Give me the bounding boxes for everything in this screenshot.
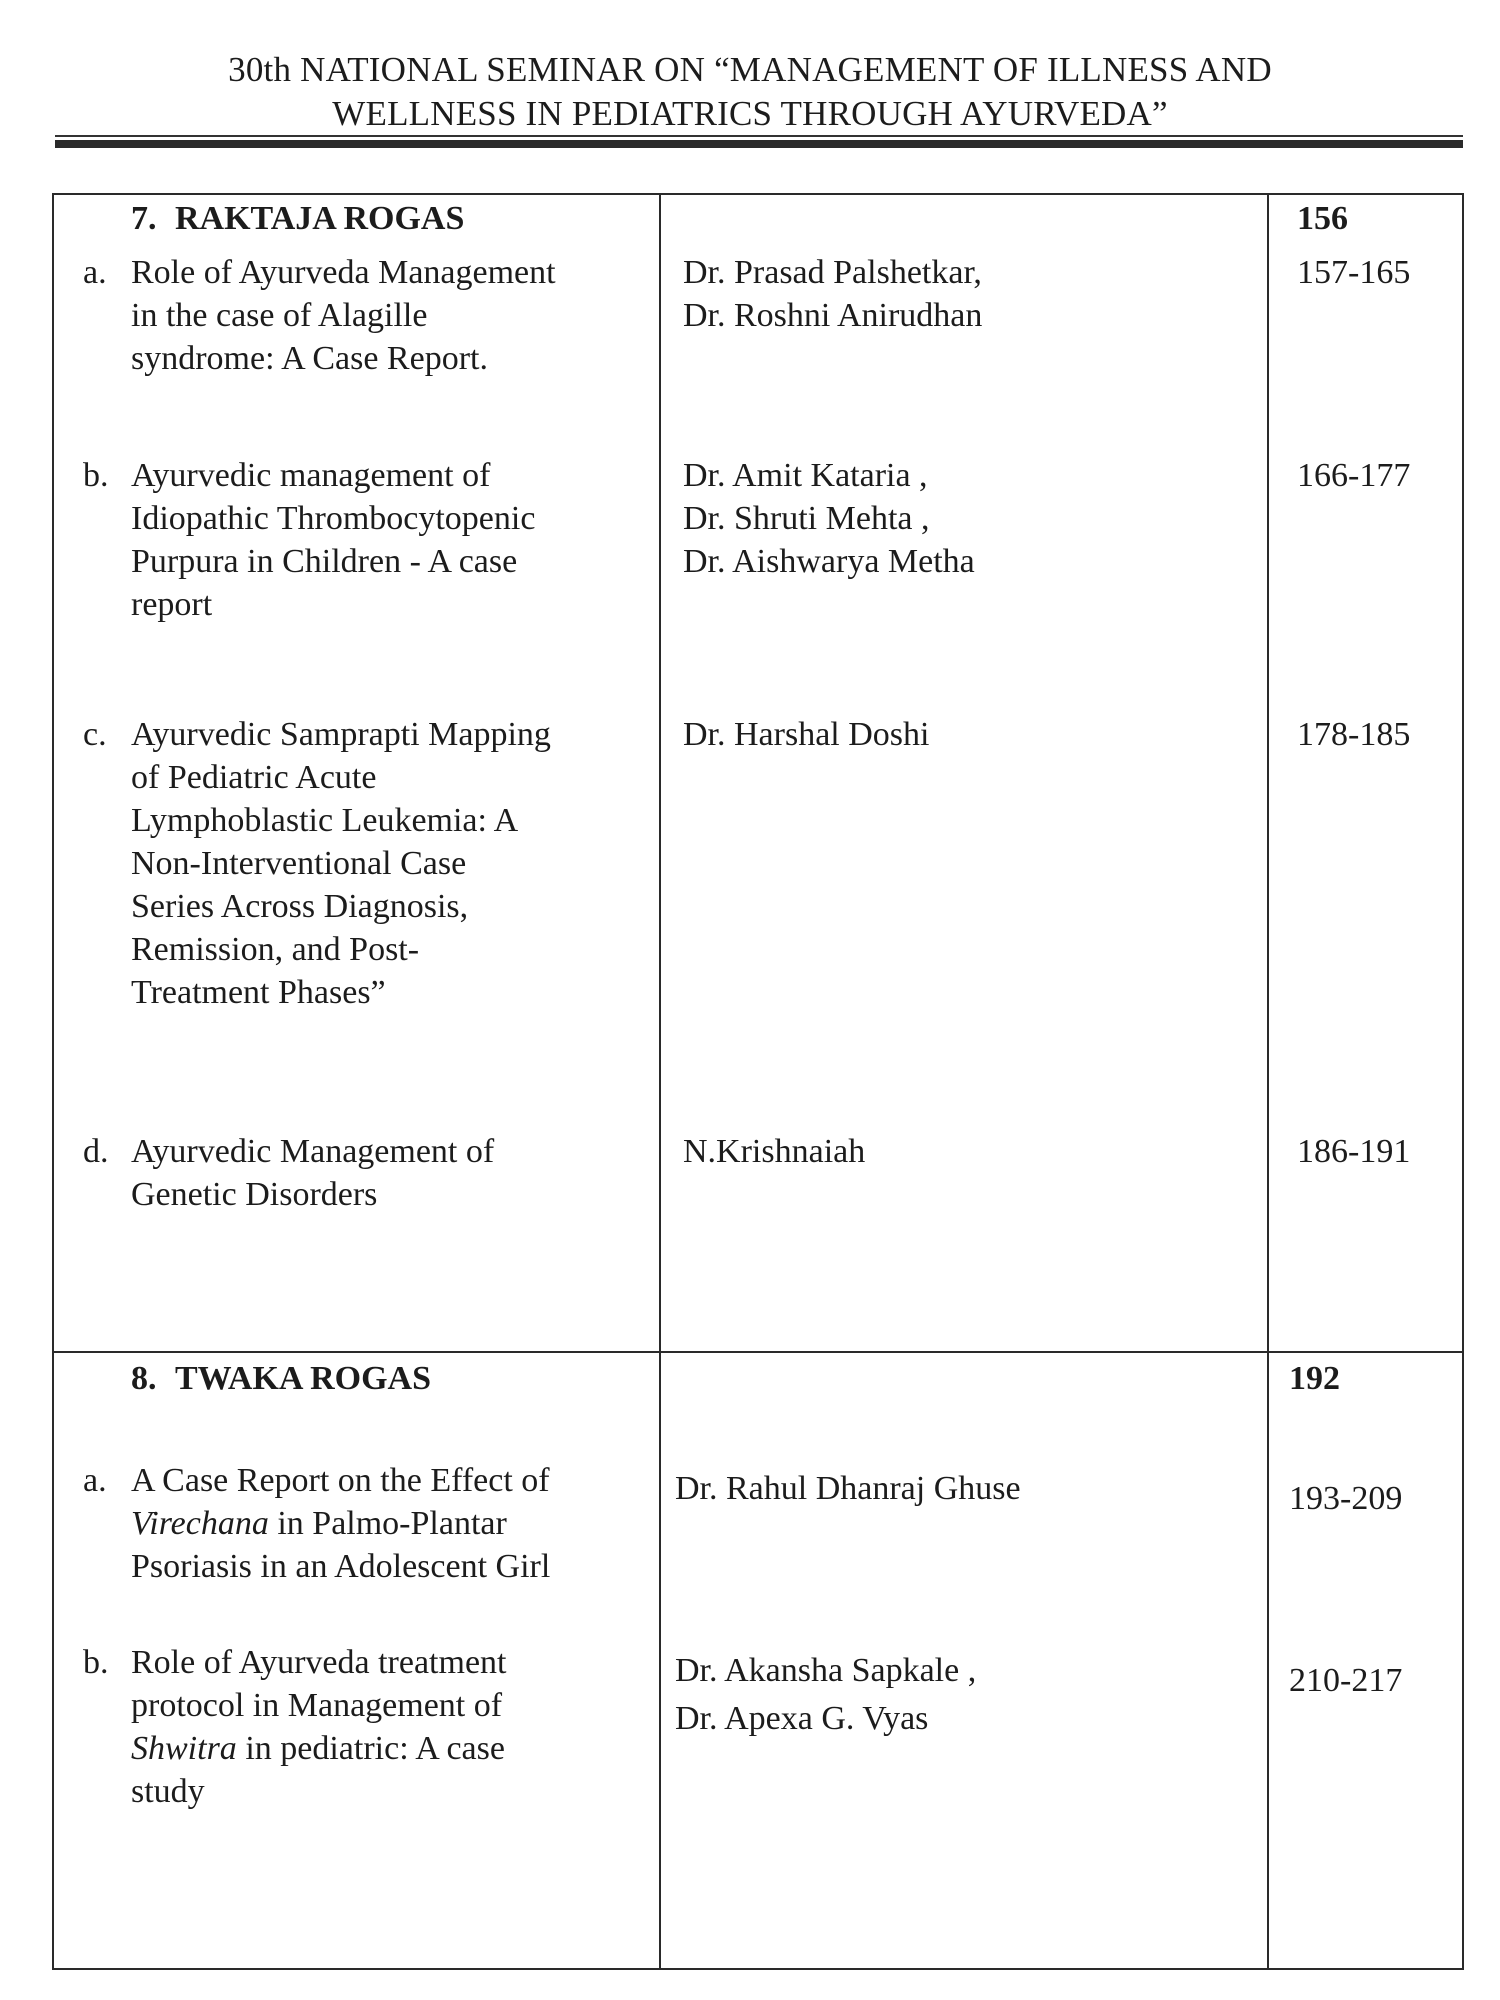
italic-term: Shwitra — [131, 1730, 237, 1767]
section-7-titles-cell — [53, 194, 660, 1352]
author: Dr. Rahul Dhanraj Ghuse — [675, 1470, 1021, 1507]
header-line-2: WELLNESS IN PEDIATRICS THROUGH AYURVEDA” — [332, 94, 1168, 133]
entry-letter: b. — [83, 457, 109, 494]
entry-7a-title — [83, 251, 651, 380]
page-header — [0, 48, 1500, 136]
title-line: syndrome: A Case Report. — [131, 340, 488, 377]
title-line: Remission, and Post- — [131, 931, 420, 968]
title-line: Purpura in Children - A case — [131, 543, 518, 580]
entry-8a-title — [83, 1459, 651, 1588]
entry-letter: a. — [83, 1462, 107, 1499]
title-line: Role of Ayurveda Management — [131, 254, 556, 291]
entry-8a-authors — [675, 1467, 1021, 1510]
entry-7d-authors — [683, 1130, 865, 1173]
title-line: Ayurvedic Samprapti Mapping — [131, 716, 551, 753]
entry-7c-authors — [683, 713, 929, 756]
section-8-pages-cell — [1268, 1352, 1463, 1969]
title-line-rest: in Palmo-Plantar — [268, 1505, 507, 1542]
title-line: study — [131, 1773, 205, 1810]
author: Dr. Amit Kataria , — [683, 457, 928, 494]
entry-7a-authors — [683, 251, 982, 337]
section-8-heading — [131, 1357, 431, 1400]
entry-7b-authors — [683, 454, 975, 583]
section-7-heading — [131, 197, 464, 240]
author: Dr. Roshni Anirudhan — [683, 297, 983, 334]
section-number: 7. — [131, 200, 157, 237]
section-title: RAKTAJA ROGAS — [175, 200, 465, 237]
author: Dr. Prasad Palshetkar, — [683, 254, 982, 291]
title-line: Role of Ayurveda treatment — [131, 1644, 507, 1681]
title-line: Psoriasis in an Adolescent Girl — [131, 1548, 551, 1585]
entry-7a-pages: 157-165 — [1297, 254, 1411, 291]
title-line: Ayurvedic Management of — [131, 1133, 495, 1170]
section-7-pages-cell — [1268, 194, 1463, 1352]
section-row-twaka — [53, 1352, 1463, 1969]
section-title: TWAKA ROGAS — [175, 1360, 431, 1397]
title-line: Ayurvedic management of — [131, 457, 491, 494]
title-line — [131, 1502, 651, 1545]
header-rule-thick — [55, 140, 1463, 148]
entry-8b-pages: 210-217 — [1289, 1662, 1403, 1699]
author: Dr. Shruti Mehta , — [683, 500, 930, 537]
author: Dr. Harshal Doshi — [683, 716, 930, 753]
entry-7b-pages: 166-177 — [1297, 457, 1411, 494]
author: Dr. Apexa G. Vyas — [675, 1700, 929, 1737]
author: Dr. Akansha Sapkale , — [675, 1652, 977, 1689]
entry-7d-pages: 186-191 — [1297, 1133, 1411, 1170]
header-line-1: 30th NATIONAL SEMINAR ON “MANAGEMENT OF ILLNESS AND — [228, 50, 1272, 89]
entry-8b-authors — [675, 1647, 976, 1743]
section-number: 8. — [131, 1360, 157, 1397]
entry-letter: a. — [83, 254, 107, 291]
title-line-rest: in pediatric: A case — [236, 1730, 505, 1767]
section-7-authors-cell — [660, 194, 1268, 1352]
author: Dr. Aishwarya Metha — [683, 543, 975, 580]
entry-7c-pages: 178-185 — [1297, 716, 1411, 753]
section-row-raktaja — [53, 194, 1463, 1352]
title-line: protocol in Management of — [131, 1687, 503, 1724]
section-7-page: 156 — [1297, 200, 1348, 237]
title-line: of Pediatric Acute — [131, 759, 377, 796]
entry-letter: d. — [83, 1133, 109, 1170]
section-8-page: 192 — [1289, 1360, 1340, 1397]
title-line: Series Across Diagnosis, — [131, 888, 469, 925]
title-line: A Case Report on the Effect of — [131, 1462, 550, 1499]
section-8-authors-cell — [660, 1352, 1268, 1969]
title-line: report — [131, 586, 213, 623]
contents-table — [52, 193, 1464, 1970]
entry-8a-pages: 193-209 — [1289, 1480, 1403, 1517]
title-line: Idiopathic Thrombocytopenic — [131, 500, 536, 537]
author: N.Krishnaiah — [683, 1133, 866, 1170]
entry-7b-title — [83, 454, 651, 626]
title-line — [131, 1727, 651, 1770]
title-line: Non-Interventional Case — [131, 845, 467, 882]
entry-letter: b. — [83, 1644, 109, 1681]
title-line: in the case of Alagille — [131, 297, 428, 334]
entry-7c-title — [83, 713, 651, 1014]
entry-8b-title — [83, 1641, 651, 1813]
italic-term: Virechana — [131, 1505, 269, 1542]
title-line: Lymphoblastic Leukemia: A — [131, 802, 519, 839]
entry-7d-title — [83, 1130, 651, 1216]
entry-letter: c. — [83, 716, 107, 753]
title-line: Treatment Phases” — [131, 974, 386, 1011]
section-8-titles-cell — [53, 1352, 660, 1969]
header-rule-thin — [55, 135, 1463, 137]
title-line: Genetic Disorders — [131, 1176, 378, 1213]
